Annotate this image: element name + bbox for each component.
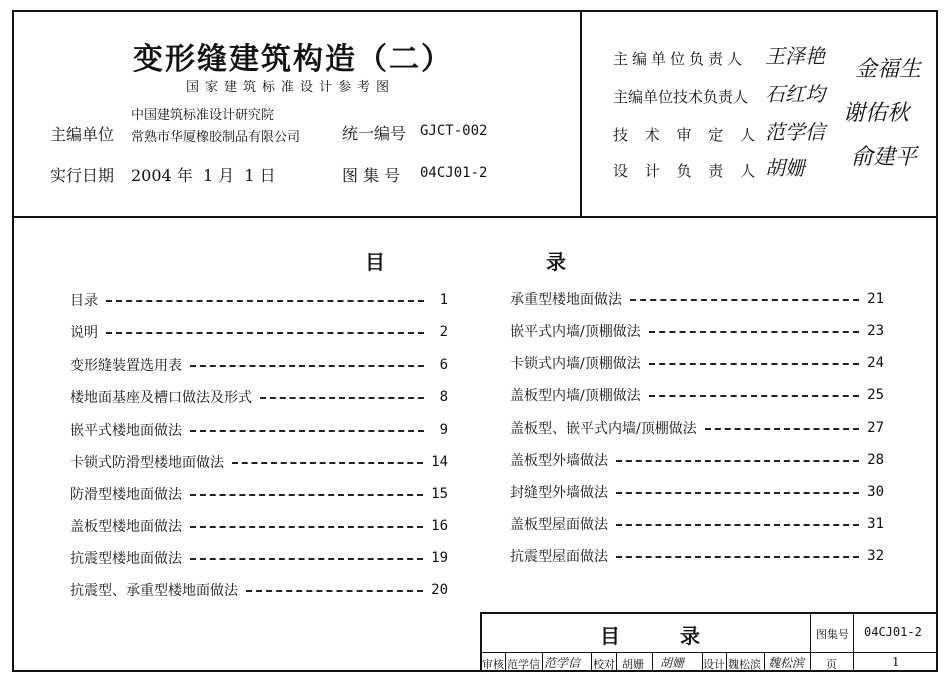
atlas-no-label: 图 集 号: [342, 166, 401, 185]
toc-item-left-4[interactable]: [70, 387, 448, 407]
editor-unit-2: 常熟市华厦橡胶制品有限公司: [131, 130, 301, 145]
toc-leader: [616, 460, 859, 462]
unified-code-label: 统一编号: [342, 124, 407, 143]
toc-item-page: 21: [867, 291, 884, 307]
toc-item-right-8[interactable]: [510, 514, 884, 534]
tb-sep-7: [726, 652, 727, 672]
tb-design-label: 设计: [703, 658, 725, 671]
toc-leader: [649, 331, 859, 333]
toc-item-right-7[interactable]: [510, 482, 884, 502]
effective-date-value: 2004 年 1 月 1 日: [131, 166, 276, 185]
toc-leader: [190, 365, 424, 367]
toc-item-title: 抗震型楼地面做法: [70, 551, 182, 567]
toc-item-title: 说明: [70, 325, 98, 341]
signature-1: 王泽艳: [765, 44, 825, 68]
toc-item-title: 嵌平式楼地面做法: [70, 423, 182, 439]
toc-item-left-6[interactable]: [70, 452, 448, 472]
toc-leader: [649, 363, 859, 365]
responsible-label-1: 主编单位负责人: [613, 50, 747, 68]
tb-sep-3: [591, 652, 592, 672]
header-bottom-line: [12, 216, 938, 218]
toc-item-page: 1: [439, 292, 448, 308]
toc-heading-right: 录: [546, 250, 566, 274]
tb-mid-line: [480, 652, 938, 653]
signature-extra-1: 金福生: [855, 57, 922, 82]
tb-checker-signature: 胡姗: [660, 656, 685, 670]
toc-item-title: 抗震型、承重型楼地面做法: [70, 583, 238, 599]
toc-leader: [616, 524, 859, 526]
toc-item-title: 承重型楼地面做法: [510, 292, 622, 308]
toc-item-page: 15: [431, 486, 448, 502]
tb-title-left: 目: [600, 624, 620, 648]
signature-extra-2: 谢佑秋: [843, 101, 910, 126]
toc-leader: [106, 300, 424, 302]
toc-leader: [232, 462, 423, 464]
toc-item-right-4[interactable]: [510, 385, 884, 405]
toc-item-page: 32: [867, 548, 884, 564]
toc-item-left-5[interactable]: [70, 420, 448, 440]
tb-col-line-1: [810, 612, 811, 672]
tb-checker: 胡姗: [622, 658, 644, 671]
toc-item-page: 6: [439, 357, 448, 373]
signature-4: 胡姗: [765, 156, 805, 180]
editor-unit-label: 主编单位: [50, 125, 115, 144]
tb-sep-5: [652, 652, 653, 672]
toc-leader: [630, 299, 859, 301]
toc-item-title: 嵌平式内墙/顶棚做法: [510, 324, 641, 340]
toc-item-right-1[interactable]: [510, 289, 884, 309]
toc-item-page: 2: [439, 324, 448, 340]
toc-item-right-6[interactable]: [510, 450, 884, 470]
tb-atlas-no-label: 图集号: [816, 628, 849, 641]
toc-item-left-8[interactable]: [70, 516, 448, 536]
toc-item-left-7[interactable]: [70, 484, 448, 504]
toc-item-right-9[interactable]: [510, 546, 884, 566]
tb-sep-2: [542, 652, 543, 672]
toc-heading-left: 目: [365, 250, 385, 274]
toc-leader: [190, 430, 424, 432]
toc-leader: [190, 526, 423, 528]
toc-item-page: 31: [867, 516, 884, 532]
toc-item-title: 盖板型、嵌平式内墙/顶棚做法: [510, 421, 697, 437]
toc-leader: [705, 428, 859, 430]
toc-item-right-3[interactable]: [510, 353, 884, 373]
toc-item-page: 8: [439, 389, 448, 405]
toc-leader: [190, 494, 423, 496]
toc-item-title: 卡锁式内墙/顶棚做法: [510, 356, 641, 372]
tb-sep-4: [616, 652, 617, 672]
tb-check-label: 校对: [593, 658, 615, 671]
atlas-no-value: 04CJ01-2: [420, 165, 488, 181]
toc-item-page: 9: [439, 422, 448, 438]
toc-item-title: 盖板型楼地面做法: [70, 519, 182, 535]
tb-designer-signature: 魏松滨: [768, 656, 805, 670]
toc-item-page: 27: [867, 420, 884, 436]
signature-extra-3: 俞建平: [851, 145, 918, 170]
responsible-label-3: 技 术 审 定 人: [613, 126, 762, 144]
tb-page-value: 1: [892, 655, 900, 669]
toc-leader: [190, 558, 423, 560]
toc-item-title: 盖板型内墙/顶棚做法: [510, 388, 641, 404]
tb-sep-8: [764, 652, 765, 672]
effective-date-label: 实行日期: [50, 166, 115, 185]
toc-item-page: 24: [867, 355, 884, 371]
tb-atlas-no-value: 04CJ01-2: [864, 625, 922, 639]
tb-reviewer: 范学信: [507, 658, 540, 671]
toc-item-title: 封缝型外墙做法: [510, 485, 608, 501]
toc-item-page: 16: [431, 518, 448, 534]
toc-item-title: 卡锁式防滑型楼地面做法: [70, 455, 224, 471]
toc-leader: [260, 397, 424, 399]
tb-sep-1: [505, 652, 506, 672]
toc-item-right-2[interactable]: [510, 321, 884, 341]
toc-item-title: 盖板型屋面做法: [510, 517, 608, 533]
toc-leader: [649, 395, 859, 397]
toc-item-title: 变形缝装置选用表: [70, 358, 182, 374]
toc-item-left-2[interactable]: [70, 322, 448, 342]
tb-page-label: 页: [826, 658, 837, 671]
toc-item-left-1[interactable]: [70, 290, 448, 310]
header-divider: [580, 10, 582, 217]
signature-2: 石红均: [765, 82, 825, 106]
toc-item-right-5[interactable]: [510, 418, 884, 438]
toc-item-page: 20: [431, 582, 448, 598]
toc-item-page: 28: [867, 452, 884, 468]
tb-col-line-2: [853, 612, 854, 672]
toc-item-title: 防滑型楼地面做法: [70, 487, 182, 503]
toc-leader: [106, 332, 424, 334]
toc-leader: [246, 590, 423, 592]
tb-designer: 魏松滨: [728, 658, 761, 671]
editor-unit-1: 中国建筑标准设计研究院: [131, 108, 275, 123]
responsible-label-2: 主编单位技术负责人: [613, 88, 749, 106]
toc-item-page: 23: [867, 323, 884, 339]
tb-review-label: 审核: [482, 658, 504, 671]
title-block: [480, 612, 938, 672]
tb-title-right: 录: [680, 624, 700, 648]
responsible-label-4: 设 计 负 责 人: [613, 162, 762, 180]
toc-item-page: 30: [867, 484, 884, 500]
signature-3: 范学信: [765, 120, 825, 144]
toc-item-left-9[interactable]: [70, 548, 448, 568]
unified-code-value: GJCT-002: [420, 123, 488, 139]
toc-leader: [616, 556, 859, 558]
page-title: 变形缝建筑构造（二）: [133, 42, 453, 77]
toc-item-page: 19: [431, 550, 448, 566]
toc-item-left-3[interactable]: [70, 355, 448, 375]
toc-item-page: 25: [867, 387, 884, 403]
tb-top-line: [480, 612, 938, 614]
tb-reviewer-signature: 范学信: [544, 656, 581, 670]
toc-item-title: 抗震型屋面做法: [510, 549, 608, 565]
toc-item-left-10[interactable]: [70, 580, 448, 600]
toc-leader: [616, 492, 859, 494]
toc-item-page: 14: [431, 454, 448, 470]
toc-item-title: 盖板型外墙做法: [510, 453, 608, 469]
toc-item-title: 楼地面基座及槽口做法及形式: [70, 390, 252, 406]
toc-item-title: 目录: [70, 293, 98, 309]
page-subtitle: 国家建筑标准设计参考图: [186, 80, 396, 95]
